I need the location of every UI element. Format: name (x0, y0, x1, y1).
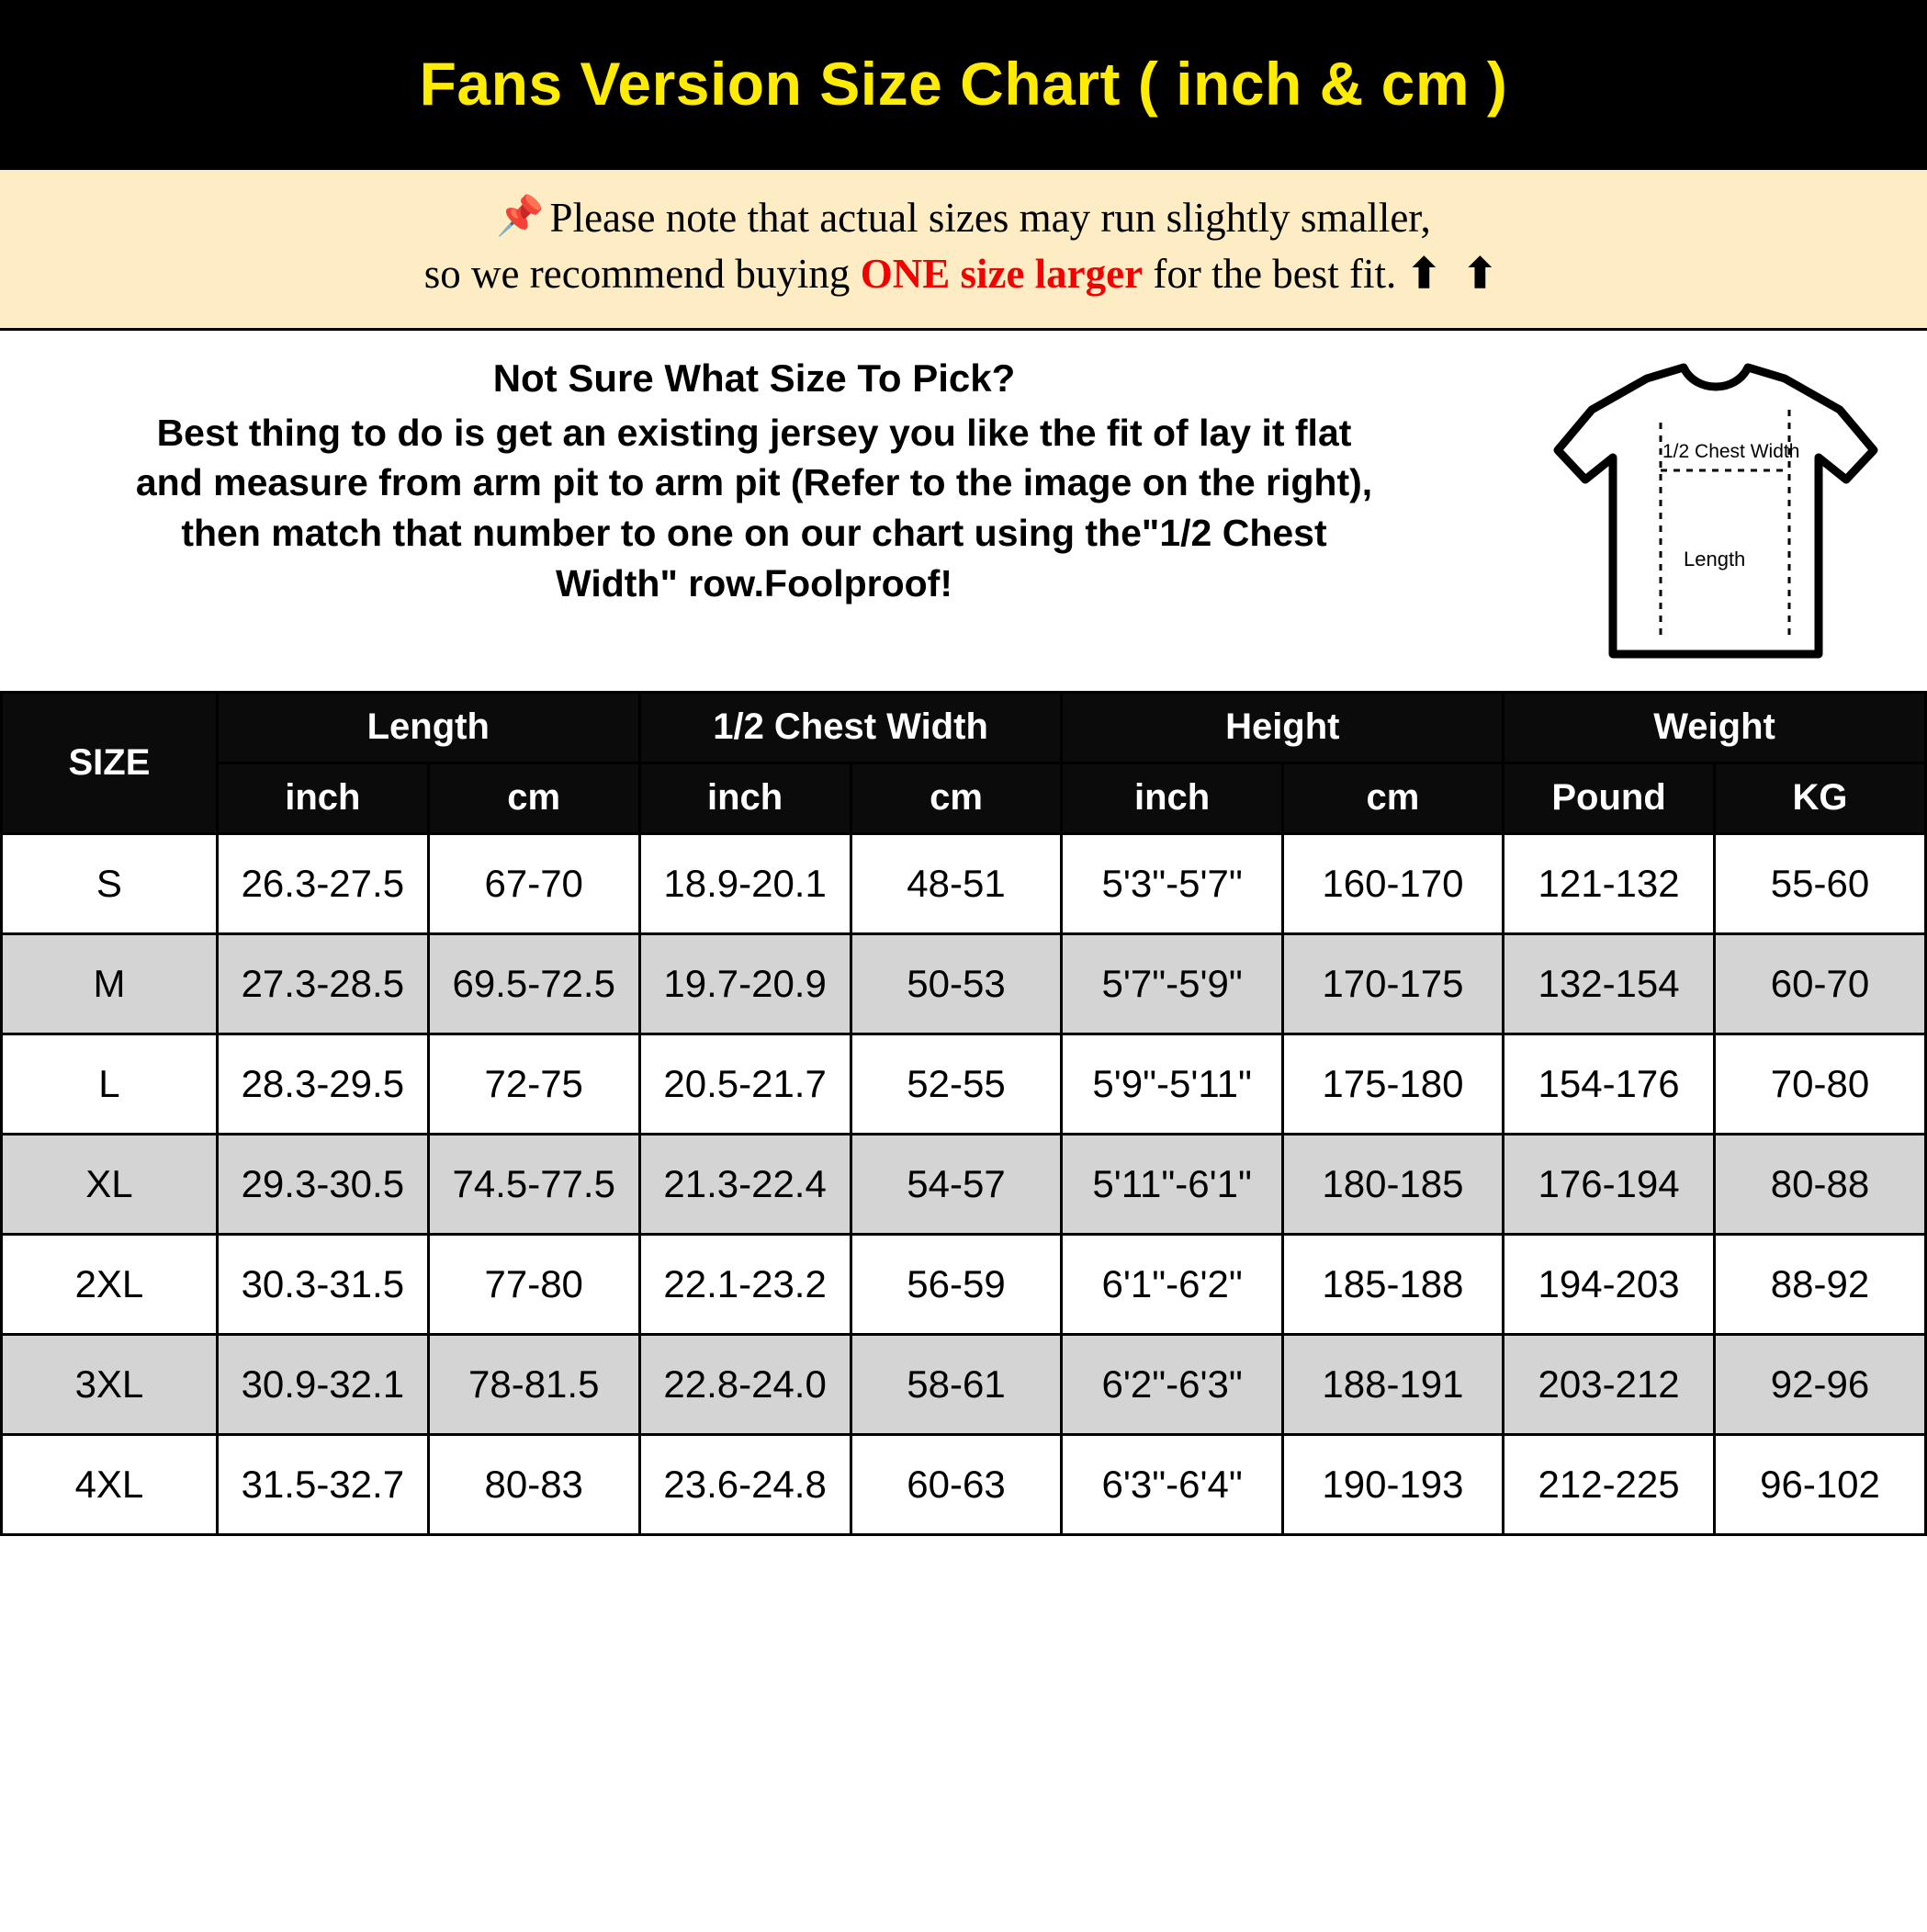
header-unit-length-cm: cm (428, 763, 639, 833)
table-header (2, 692, 1926, 833)
cell-chest-cm: 56-59 (851, 1234, 1062, 1334)
advice-heading: Not Sure What Size To Pick? (492, 356, 1016, 400)
advice-body-line: then match that number to one on our chart using the"1/2 Chest (181, 512, 1327, 555)
cell-height-cm: 170-175 (1282, 933, 1503, 1034)
cell-height-cm: 190-193 (1282, 1434, 1503, 1534)
header-group-weight: Weight (1504, 692, 1926, 763)
tshirt-measure-diagram (1504, 347, 1927, 674)
cell-length-inch: 30.9-32.1 (217, 1334, 428, 1434)
cell-length-inch: 27.3-28.5 (217, 933, 428, 1034)
advice-section (0, 331, 1927, 691)
cell-length-cm: 77-80 (428, 1234, 639, 1334)
cell-height-cm: 188-191 (1282, 1334, 1503, 1434)
header-size: SIZE (2, 692, 218, 833)
cell-weight-kg: 60-70 (1715, 933, 1926, 1034)
header-group-height: Height (1062, 692, 1504, 763)
cell-size: 2XL (2, 1234, 218, 1334)
table-row (2, 1334, 1926, 1434)
cell-height-inch: 5'11"-6'1" (1062, 1134, 1282, 1234)
cell-length-cm: 74.5-77.5 (428, 1134, 639, 1234)
cell-chest-inch: 23.6-24.8 (639, 1434, 851, 1534)
table-row (2, 1434, 1926, 1534)
header-unit-height-cm: cm (1282, 763, 1503, 833)
cell-chest-inch: 20.5-21.7 (639, 1034, 851, 1134)
cell-weight-pound: 121-132 (1504, 833, 1715, 933)
table-row (2, 1134, 1926, 1234)
cell-chest-inch: 18.9-20.1 (639, 833, 851, 933)
cell-length-cm: 80-83 (428, 1434, 639, 1534)
cell-height-inch: 5'7"-5'9" (1062, 933, 1282, 1034)
header-unit-weight-pound: Pound (1504, 763, 1715, 833)
cell-size: 3XL (2, 1334, 218, 1434)
size-table (0, 691, 1927, 1536)
cell-length-inch: 30.3-31.5 (217, 1234, 428, 1334)
cell-chest-inch: 22.8-24.0 (639, 1334, 851, 1434)
cell-weight-pound: 203-212 (1504, 1334, 1715, 1434)
header-group-length: Length (217, 692, 639, 763)
chest-width-label: 1/2 Chest Width (1662, 440, 1800, 462)
size-table-wrap (0, 691, 1927, 1932)
cell-height-inch: 6'3"-6'4" (1062, 1434, 1282, 1534)
cell-weight-kg: 80-88 (1715, 1134, 1926, 1234)
cell-length-inch: 28.3-29.5 (217, 1034, 428, 1134)
cell-weight-pound: 212-225 (1504, 1434, 1715, 1534)
cell-size: XL (2, 1134, 218, 1234)
note-highlight: ONE size larger (860, 250, 1144, 297)
table-row (2, 933, 1926, 1034)
cell-weight-pound: 132-154 (1504, 933, 1715, 1034)
cell-chest-inch: 19.7-20.9 (639, 933, 851, 1034)
cell-height-cm: 185-188 (1282, 1234, 1503, 1334)
note-line-1 (18, 190, 1909, 246)
cell-chest-cm: 48-51 (851, 833, 1062, 933)
up-arrows-icon: ⬆ ⬆ (1406, 250, 1504, 297)
header-unit-length-inch: inch (217, 763, 428, 833)
cell-length-cm: 67-70 (428, 833, 639, 933)
title-bar (0, 0, 1927, 167)
cell-size: 4XL (2, 1434, 218, 1534)
cell-height-cm: 180-185 (1282, 1134, 1503, 1234)
cell-height-inch: 6'1"-6'2" (1062, 1234, 1282, 1334)
table-row (2, 1234, 1926, 1334)
advice-body (13, 408, 1495, 610)
advice-body-line: Width" row.Foolproof! (556, 562, 952, 605)
note-line-2-prefix: so we recommend buying (423, 250, 861, 297)
cell-chest-cm: 58-61 (851, 1334, 1062, 1434)
table-header-row-units (2, 763, 1926, 833)
cell-weight-pound: 194-203 (1504, 1234, 1715, 1334)
note-line-1-text: Please note that actual sizes may run slightly smaller, (549, 195, 1431, 241)
header-unit-chest-cm: cm (851, 763, 1062, 833)
cell-size: S (2, 833, 218, 933)
cell-length-cm: 72-75 (428, 1034, 639, 1134)
cell-height-cm: 175-180 (1282, 1034, 1503, 1134)
note-line-2 (18, 246, 1909, 302)
cell-weight-pound: 154-176 (1504, 1034, 1715, 1134)
cell-weight-kg: 88-92 (1715, 1234, 1926, 1334)
cell-weight-kg: 55-60 (1715, 833, 1926, 933)
cell-chest-inch: 22.1-23.2 (639, 1234, 851, 1334)
header-unit-height-inch: inch (1062, 763, 1282, 833)
length-label: Length (1684, 547, 1746, 571)
cell-height-inch: 6'2"-6'3" (1062, 1334, 1282, 1434)
cell-size: L (2, 1034, 218, 1134)
cell-weight-kg: 92-96 (1715, 1334, 1926, 1434)
cell-height-inch: 5'9"-5'11" (1062, 1034, 1282, 1134)
cell-length-inch: 29.3-30.5 (217, 1134, 428, 1234)
table-body (2, 833, 1926, 1534)
cell-height-inch: 5'3"-5'7" (1062, 833, 1282, 933)
note-band (0, 167, 1927, 331)
cell-chest-inch: 21.3-22.4 (639, 1134, 851, 1234)
cell-weight-kg: 70-80 (1715, 1034, 1926, 1134)
cell-chest-cm: 54-57 (851, 1134, 1062, 1234)
cell-length-inch: 31.5-32.7 (217, 1434, 428, 1534)
header-group-chest: 1/2 Chest Width (639, 692, 1062, 763)
cell-chest-cm: 60-63 (851, 1434, 1062, 1534)
advice-body-line: and measure from arm pit to arm pit (Refer to the image on the right), (135, 461, 1373, 504)
tshirt-icon (1523, 362, 1909, 674)
header-unit-chest-inch: inch (639, 763, 851, 833)
cell-weight-pound: 176-194 (1504, 1134, 1715, 1234)
cell-height-cm: 160-170 (1282, 833, 1503, 933)
pushpin-icon: 📌 (496, 196, 545, 238)
page-title: Fans Version Size Chart ( inch & cm ) (419, 50, 1508, 118)
advice-body-line: Best thing to do is get an existing jersey you like the fit of lay it flat (156, 411, 1352, 454)
cell-chest-cm: 52-55 (851, 1034, 1062, 1134)
advice-text (0, 347, 1504, 610)
table-row (2, 1034, 1926, 1134)
cell-size: M (2, 933, 218, 1034)
cell-weight-kg: 96-102 (1715, 1434, 1926, 1534)
cell-length-cm: 69.5-72.5 (428, 933, 639, 1034)
table-row (2, 833, 1926, 933)
header-unit-weight-kg: KG (1715, 763, 1926, 833)
cell-length-inch: 26.3-27.5 (217, 833, 428, 933)
cell-length-cm: 78-81.5 (428, 1334, 639, 1434)
table-header-row-groups (2, 692, 1926, 763)
note-line-2-suffix: for the best fit. (1143, 250, 1407, 297)
cell-chest-cm: 50-53 (851, 933, 1062, 1034)
